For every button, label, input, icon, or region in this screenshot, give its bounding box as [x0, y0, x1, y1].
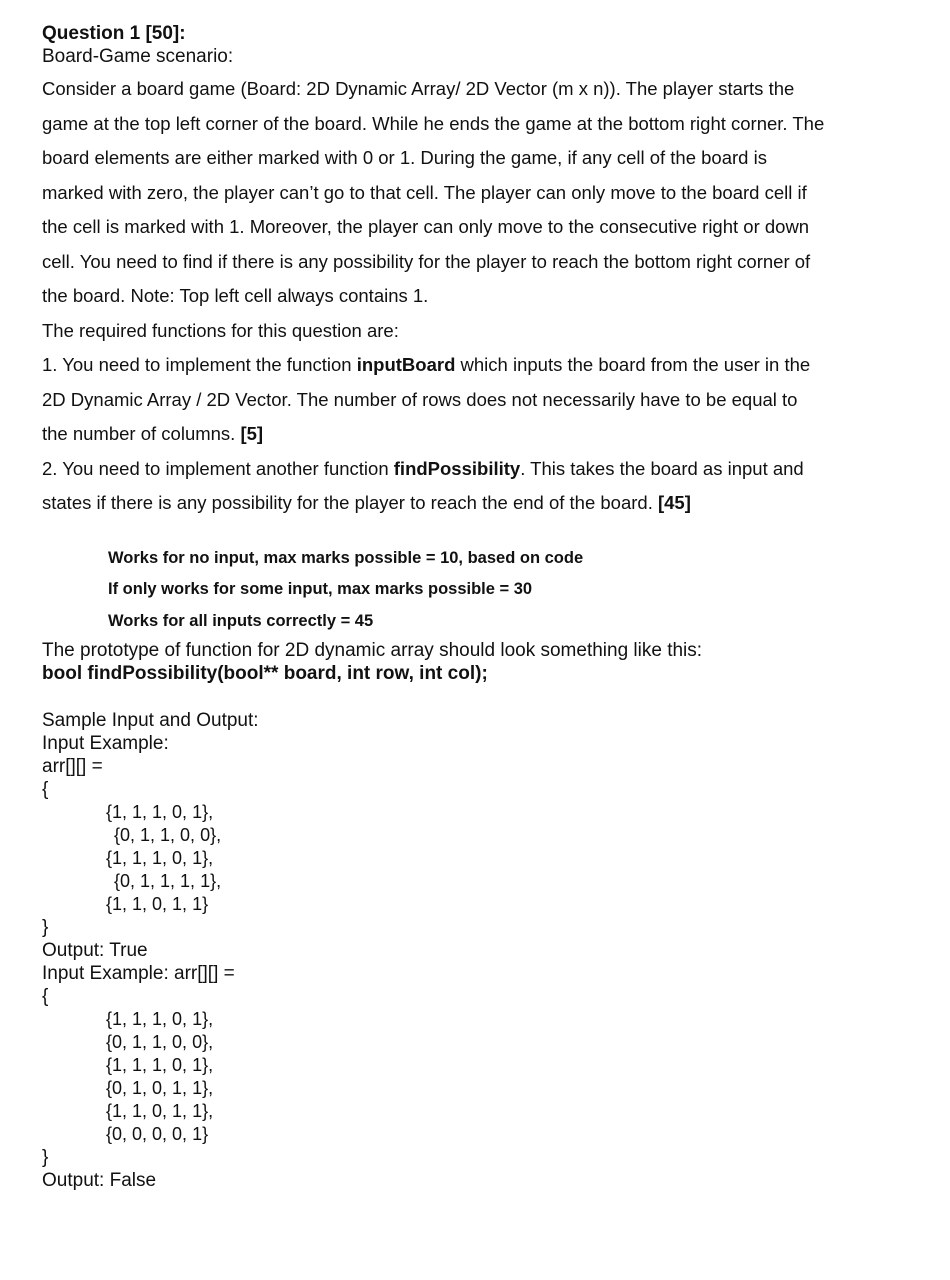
scenario-line: game at the top left corner of the board. While he ends the game at the bottom right corner. The [42, 112, 825, 134]
scenario-line: board elements are either marked with 0 or 1. During the game, if any cell of the board is [42, 147, 767, 168]
text: states if there is any possibility for the player to reach the end of the board. [42, 492, 658, 513]
scenario-line: the cell is marked with 1. Moreover, the player can only move to the consecutive right or down [42, 216, 810, 237]
scenario-line: the board. Note: Top left cell always contains 1. [42, 285, 429, 306]
function-requirements [42, 314, 912, 521]
marking-item: If only works for some input, max marks possible = 30 [108, 580, 533, 598]
example-2-rows [106, 1008, 912, 1146]
array-row: {0, 1, 1, 0, 0}, [114, 825, 222, 845]
text: the number of columns. [42, 423, 241, 444]
array-row: {1, 1, 1, 0, 1}, [106, 1009, 214, 1029]
functions-intro: The required functions for this question are: [42, 319, 399, 341]
document-page [42, 22, 912, 1192]
open-brace: { [42, 986, 49, 1007]
question-title: Question 1 [50]: [42, 23, 186, 44]
marking-item: Works for no input, max marks possible = 10, based on code [108, 548, 584, 567]
array-row: {0, 1, 0, 1, 1}, [106, 1078, 214, 1098]
array-row: {1, 1, 1, 0, 1}, [106, 802, 214, 822]
example-1-rows [106, 801, 912, 916]
prototype-intro: The prototype of function for 2D dynamic array should look something like this: [42, 640, 703, 661]
example-1-output: Output: True [42, 940, 148, 961]
example-1-decl: arr[][] = [42, 756, 103, 777]
function-item-2-line [42, 486, 912, 521]
close-brace: } [42, 917, 49, 938]
scenario-paragraph [42, 72, 912, 314]
array-row: {1, 1, 0, 1, 1}, [106, 1101, 214, 1121]
array-row: {1, 1, 1, 0, 1}, [106, 1055, 214, 1075]
example-2-output: Output: False [42, 1170, 157, 1191]
text: which inputs the board from the user in the [455, 354, 811, 375]
array-row: {0, 1, 1, 1, 1}, [114, 871, 222, 891]
function-name-inputboard: inputBoard [356, 354, 456, 375]
function-item-1-line [42, 348, 912, 383]
array-row: {0, 0, 0, 0, 1} [106, 1124, 209, 1144]
marks-label: [5] [240, 423, 264, 444]
text: 2. You need to implement another function [42, 457, 394, 479]
open-brace: { [42, 779, 49, 800]
scenario-line: marked with zero, the player can’t go to that cell. The player can only move to the board cell if [42, 181, 807, 203]
function-name-findpossibility: findPossibility [393, 457, 521, 479]
marks-label: [45] [657, 492, 691, 513]
example-1-label: Input Example: [42, 733, 169, 754]
prototype-section [42, 639, 912, 685]
function-item-2-line [42, 452, 912, 487]
text: 1. You need to implement the function [42, 354, 357, 375]
function-item-1-line [42, 417, 912, 452]
marking-scheme [108, 543, 912, 638]
prototype-signature: bool findPossibility(bool** board, int row, int col); [42, 663, 488, 684]
array-row: {1, 1, 0, 1, 1} [106, 894, 209, 914]
samples-section [42, 709, 912, 1192]
scenario-line: cell. You need to find if there is any possibility for the player to reach the bottom right corner of [42, 250, 811, 272]
array-row: {0, 1, 1, 0, 0}, [106, 1032, 214, 1052]
function-item-1-line: 2D Dynamic Array / 2D Vector. The number of rows does not necessarily have to be equal to [42, 388, 798, 410]
example-2-label: Input Example: arr[][] = [42, 963, 235, 984]
array-row: {1, 1, 1, 0, 1}, [106, 848, 214, 868]
text: . This takes the board as input and [520, 457, 804, 479]
scenario-line: Consider a board game (Board: 2D Dynamic Array/ 2D Vector (m x n)). The player starts the [42, 78, 795, 99]
question-subtitle: Board-Game scenario: [42, 46, 234, 67]
marking-item: Works for all inputs correctly = 45 [108, 611, 374, 630]
samples-heading: Sample Input and Output: [42, 710, 259, 731]
close-brace: } [42, 1147, 49, 1168]
